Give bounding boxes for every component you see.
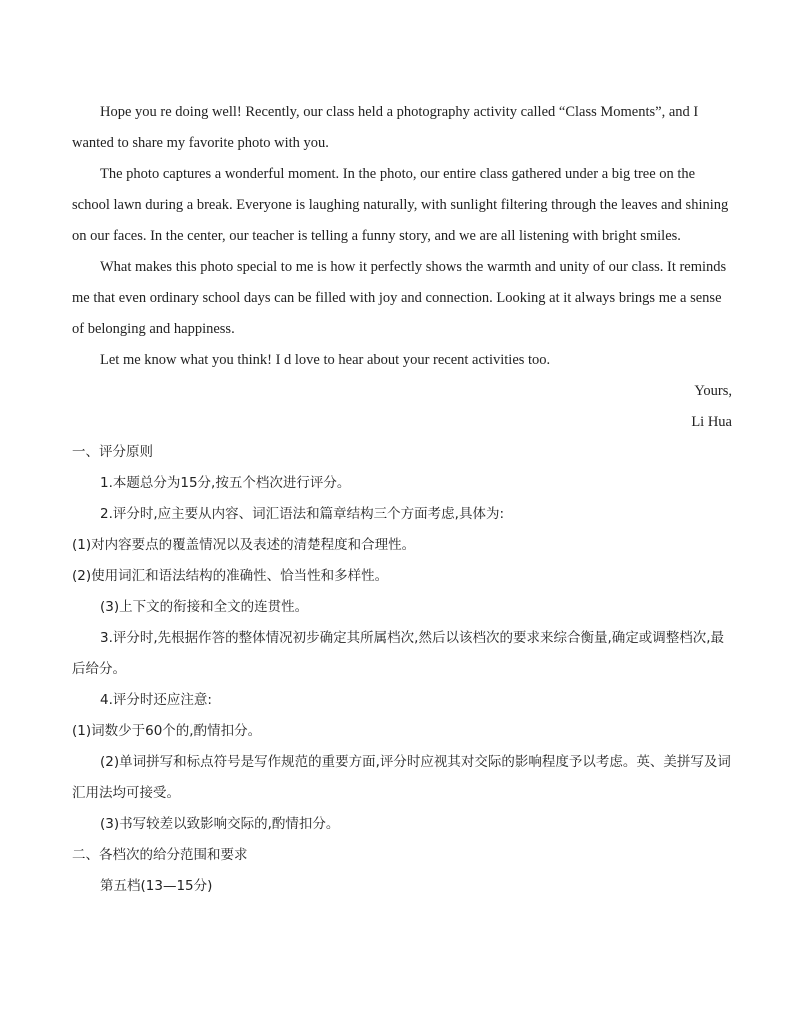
rubric-item-4: 4.评分时还应注意:: [100, 692, 212, 708]
rubric-item-4-1: (1)词数少于60个的,酌情扣分。: [72, 723, 262, 739]
rubric-item-2: 2.评分时,应主要从内容、词汇语法和篇章结构三个方面考虑,具体为:: [100, 506, 505, 522]
rubric-item-1: 1.本题总分为15分,按五个档次进行评分。: [100, 475, 351, 491]
letter-signature: Li Hua: [691, 414, 732, 430]
letter-paragraph-2: The photo captures a wonderful moment. In the photo, our entire class gathered under a big tree on the school lawn during a break. Everyone is laughing naturally, with sunlight filtering through the leaves and shining on our faces. In the center, our teacher is telling a funny story, and we are all listening with bright smiles.: [72, 166, 729, 244]
letter-body: [72, 97, 732, 438]
letter-closing: Yours,: [694, 383, 732, 399]
section-2-title: 二、各档次的给分范围和要求: [72, 847, 248, 863]
rubric-item-4-3: (3)书写较差以致影响交际的,酌情扣分。: [100, 816, 340, 832]
band-5-heading: 第五档(13—15分): [100, 878, 213, 894]
rubric-item-2-3: (3)上下文的衔接和全文的连贯性。: [100, 599, 309, 615]
rubric-item-2-1: (1)对内容要点的覆盖情况以及表述的清楚程度和合理性。: [72, 537, 416, 553]
letter-paragraph-3: What makes this photo special to me is how it perfectly shows the warmth and unity of our class. It reminds me that even ordinary school days can be filled with joy and connection. Looking at it always brings me a sense of belonging and happiness.: [72, 259, 727, 337]
rubric-item-2-2: (2)使用词汇和语法结构的准确性、恰当性和多样性。: [72, 568, 389, 584]
section-1-title: 一、评分原则: [72, 444, 153, 460]
rubric-item-3: 3.评分时,先根据作答的整体情况初步确定其所属档次,然后以该档次的要求来综合衡量,确定或调整档次,最后给分。: [72, 630, 725, 677]
scoring-rubric: [72, 437, 732, 902]
letter-paragraph-1: Hope you re doing well! Recently, our class held a photography activity called “Class Moments”, and I wanted to share my favorite photo with you.: [72, 104, 699, 151]
rubric-item-4-2: (2)单词拼写和标点符号是写作规范的重要方面,评分时应视其对交际的影响程度予以考虑。英、美拼写及词汇用法均可接受。: [72, 754, 731, 801]
letter-paragraph-4: Let me know what you think! I d love to hear about your recent activities too.: [100, 352, 551, 368]
